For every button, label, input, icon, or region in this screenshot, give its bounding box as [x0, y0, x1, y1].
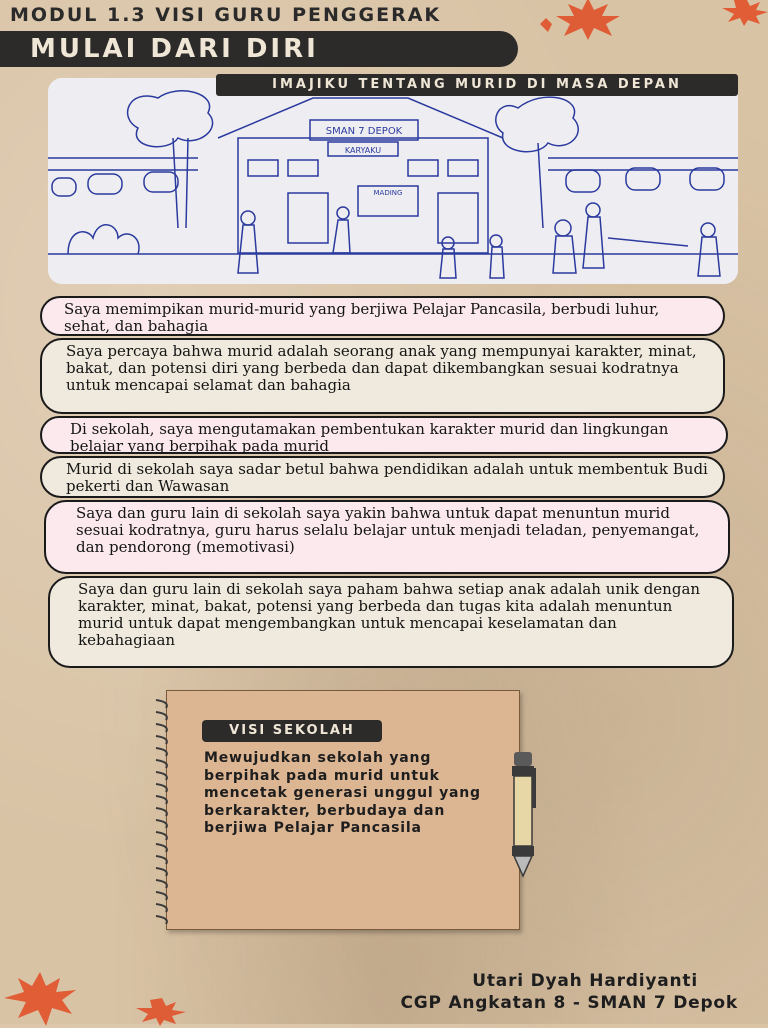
sketch-karyaku-sign: KARYAKU [344, 146, 382, 155]
maple-leaf-icon [528, 0, 648, 40]
statement-bubble [44, 500, 730, 574]
visi-text: Mewujudkan sekolah yang berpihak pada murid untuk mencetak generasi unggul yang berkarakter, berbudaya dan berjiwa Pelajar Pancasila [204, 750, 481, 836]
statement-text: Murid di sekolah saya sadar betul bahwa pendidikan adalah untuk membentuk Budi pekerti dan Wawasan [66, 460, 708, 495]
statement-text: Saya memimpikan murid-murid yang berjiwa Pelajar Pancasila, berbudi luhur, sehat, dan bahagia [64, 300, 660, 335]
statement-text: Saya dan guru lain di sekolah saya yakin bahwa untuk dapat menuntun murid sesuai kodratnya, guru harus selalu belajar untuk menjadi teladan, penyemangat, dan pendorong (memotivasi) [76, 504, 700, 556]
page-banner [0, 31, 518, 67]
statement-bubble [40, 338, 725, 414]
sketch-mading-sign: MADING [373, 189, 403, 197]
statement-text: Di sekolah, saya mengutamakan pembentukan karakter murid dan lingkungan belajar yang berpihak pada murid [70, 420, 669, 455]
maple-leaf-icon [718, 0, 768, 26]
visi-label: VISI SEKOLAH [202, 720, 382, 742]
sketch-school-sign: SMAN 7 DEPOK [325, 126, 403, 137]
school-drawing [48, 78, 738, 284]
statement-bubble [48, 576, 734, 668]
module-title: MODUL 1.3 VISI GURU PENGGERAK [10, 4, 442, 26]
author-affiliation: CGP Angkatan 8 - SMAN 7 Depok [400, 993, 738, 1013]
statement-text: Saya dan guru lain di sekolah saya paham bahwa setiap anak adalah unik dengan karakter, minat, bakat, potensi yang berbeda dan tugas kita adalah menuntun murid untuk dapat mengembangkan untuk mencapai keselamatan dan kebahagiaan [78, 580, 701, 649]
pen-icon [504, 748, 544, 880]
statement-text: Saya percaya bahwa murid adalah seorang anak yang mempunyai karakter, minat, bakat, dan potensi diri yang berbeda dan dapat dikembangkan sesuai kodratnya untuk mencapai selamat dan bahagia [66, 342, 697, 394]
sketch-label: IMAJIKU TENTANG MURID DI MASA DEPAN [216, 74, 738, 96]
statement-bubble [40, 296, 725, 336]
maple-leaf-icon [0, 968, 106, 1028]
statement-bubble [40, 416, 728, 454]
author-name: Utari Dyah Hardiyanti [472, 971, 698, 991]
banner-title: MULAI DARI DIRI [30, 34, 319, 64]
maple-leaf-icon [128, 996, 198, 1026]
statement-bubble [40, 456, 725, 498]
author-block [258, 970, 738, 1014]
notebook-rings [152, 696, 172, 924]
school-sketch-image [48, 78, 738, 284]
